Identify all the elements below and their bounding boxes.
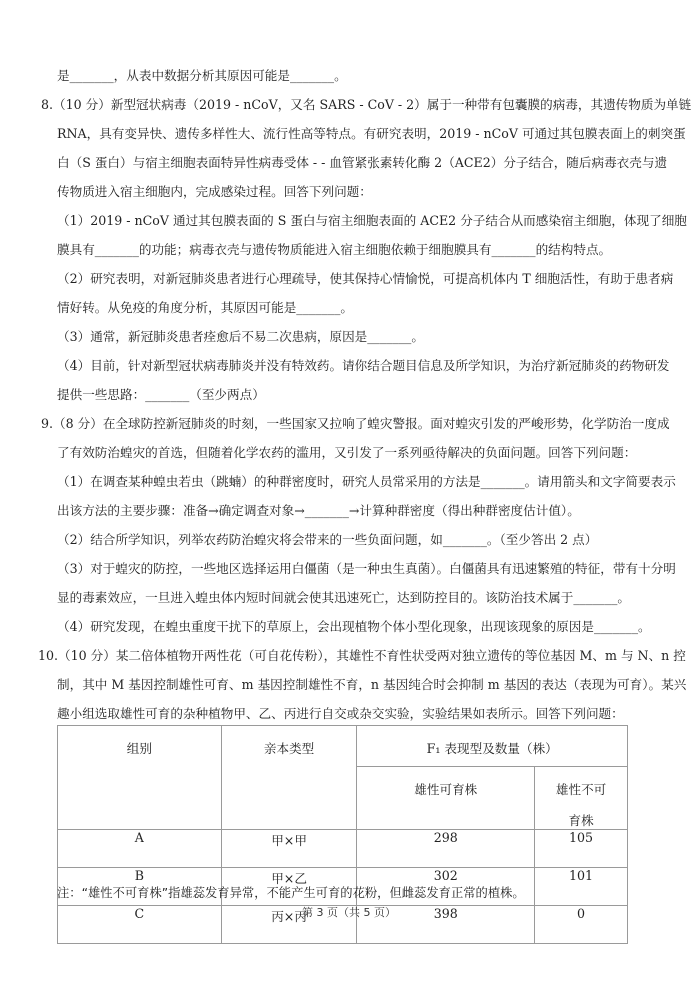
header-f1: F₁ 表现型及数量（株） bbox=[357, 726, 628, 767]
q8-part2-line-1: （2）研究表明，对新冠肺炎患者进行心理疏导，使其保持心情愉悦，可提高机体内 T 细胞活性，有助于患者病 bbox=[57, 271, 674, 286]
q9-part1-line-1: （1）在调查某种蝗虫若虫（跳蝻）的种群密度时，研究人员常采用的方法是_______。请用箭头和文字简要表示 bbox=[57, 474, 676, 489]
q7-continuation: 是_______，从表中数据分析其原因可能是_______。 bbox=[57, 68, 347, 83]
q8-stem-line-3: 白（S 蛋白）与宿主细胞表面特异性病毒受体 ‑ ‑ 血管紧张素转化酶 2（ACE2）分子结合，随后病毒衣壳与遗 bbox=[57, 155, 668, 170]
header-parents: 亲本类型 bbox=[221, 726, 357, 830]
q9-part3-line-1: （3）对于蝗灾的防控，一些地区选择运用白僵菌（是一种虫生真菌）。白僵菌具有迅速繁殖的特征，带有十分明 bbox=[57, 561, 676, 576]
q8-stem-line-4: 传物质进入宿主细胞内，完成感染过程。回答下列问题： bbox=[57, 184, 372, 199]
cell-group: B bbox=[58, 868, 222, 906]
q9-stem-line-1: 9.（8 分）在全球防控新冠肺炎的时刻，一些国家又拉响了蝗灾警报。面对蝗灾引发的严峻形势，化学防治一度成 bbox=[41, 416, 670, 431]
q8-stem-line-1: 8.（10 分）新型冠状病毒（2019 ‑ nCoV，又名 SARS ‑ CoV ‑ 2）属于一种带有包囊膜的病毒，其遗传物质为单链 bbox=[41, 97, 692, 112]
cell-fertile: 298 bbox=[357, 830, 535, 868]
header-sterile: 雄性不可 育株 bbox=[535, 767, 628, 830]
q9-part1-line-2: 出该方法的主要步骤：准备→确定调查对象→_______→计算种群密度（得出种群密度估计值）。 bbox=[57, 503, 580, 518]
q9-part2: （2）结合所学知识，列举农药防治蝗灾将会带来的一些负面问题，如_______。（至少答出 2 点） bbox=[57, 532, 598, 547]
q9-stem-line-2: 了有效防治蝗灾的首选，但随着化学农药的滥用，又引发了一系列亟待解决的负面问题。回答下列问题： bbox=[57, 445, 637, 460]
cell-fertile: 398 bbox=[357, 906, 535, 944]
q8-part3: （3）通常，新冠肺炎患者痊愈后不易二次患病，原因是_______。 bbox=[57, 329, 424, 344]
q8-stem-line-2: RNA，具有变异快、遗传多样性大、流行性高等特点。有研究表明，2019 ‑ nCoV 可通过其包膜表面上的刺突蛋 bbox=[57, 126, 686, 141]
q8-part1-line-2: 膜具有_______的功能；病毒衣壳与遗传物质能进入宿主细胞依赖于细胞膜具有_______的结构特点。 bbox=[57, 242, 612, 257]
cell-parents: 甲×甲 bbox=[221, 830, 357, 868]
q8-part1-line-1: （1）2019 ‑ nCoV 通过其包膜表面的 S 蛋白与宿主细胞表面的 ACE2 分子结合从而感染宿主细胞，体现了细胞 bbox=[57, 213, 687, 228]
cell-fertile: 302 bbox=[357, 868, 535, 906]
cell-parents: 甲×乙 bbox=[221, 868, 357, 906]
header-fertile: 雄性可育株 bbox=[357, 767, 535, 830]
table-row bbox=[58, 830, 628, 868]
cell-parents: 丙×丙 bbox=[221, 906, 357, 944]
q8-part4-line-2: 提供一些思路：_______（至少两点） bbox=[57, 387, 265, 402]
cell-sterile: 101 bbox=[535, 868, 628, 906]
cell-group: C bbox=[58, 906, 222, 944]
q10-stem-line-3: 趣小组选取雄性可育的杂种植物甲、乙、丙进行自交或杂交实验，实验结果如表所示。回答下列问题： bbox=[57, 706, 624, 721]
q9-part3-line-2: 显的毒素效应，一旦进入蝗虫体内短时间就会使其迅速死亡，达到防控目的。该防治技术属于_______。 bbox=[57, 590, 631, 605]
header-group: 组别 bbox=[58, 726, 222, 830]
cell-sterile: 105 bbox=[535, 830, 628, 868]
table-note: 注：“雄性不可育株”指雄蕊发育异常，不能产生可育的花粉，但雌蕊发育正常的植株。 bbox=[57, 886, 525, 900]
page-footer: 第 3 页（共 5 页） bbox=[302, 906, 396, 919]
q10-stem-line-1: 10.（10 分）某二倍体植物开两性花（可自花传粉），其雄性不育性状受两对独立遗传的等位基因 M、m 与 N、n 控 bbox=[38, 648, 686, 663]
cell-sterile: 0 bbox=[535, 906, 628, 944]
q9-part4: （4）研究发现，在蝗虫重度干扰下的草原上，会出现植物个体小型化现象，出现该现象的原因是_______。 bbox=[57, 619, 651, 634]
q8-part2-line-2: 情好转。从免疫的角度分析，其原因可能是_______。 bbox=[57, 300, 353, 315]
q8-part4-line-1: （4）目前，针对新型冠状病毒肺炎并没有特效药。请你结合题目信息及所学知识，为治疗新冠肺炎的药物研发 bbox=[57, 358, 670, 373]
cell-group: A bbox=[58, 830, 222, 868]
q10-stem-line-2: 制，其中 M 基因控制雄性可育、m 基因控制雄性不育，n 基因纯合时会抑制 m 基因的表达（表现为可育）。某兴 bbox=[57, 677, 687, 692]
